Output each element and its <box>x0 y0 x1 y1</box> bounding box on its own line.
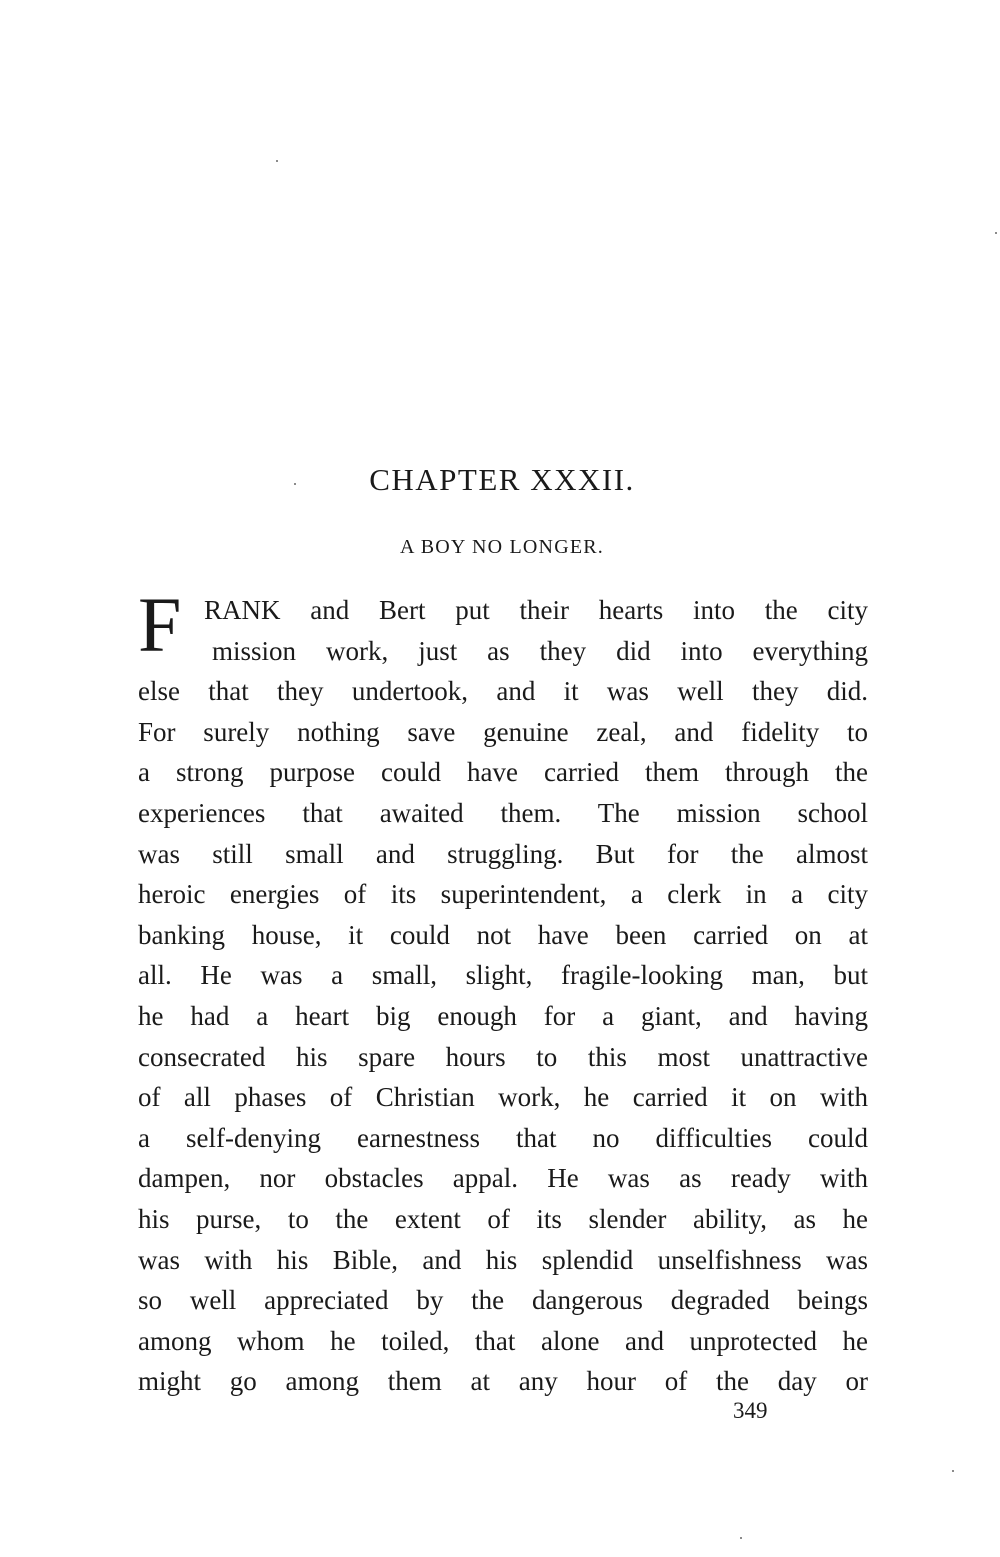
text-line: so well appreciated by the dangerous degraded beings <box>138 1285 868 1316</box>
text-line: among whom he toiled, that alone and unprotected he <box>138 1325 868 1356</box>
chapter-subtitle: A BOY NO LONGER. <box>399 536 604 558</box>
page-number: 349 <box>733 1398 768 1423</box>
drop-cap: F <box>138 581 182 668</box>
text-line: his purse, to the extent of its slender ability, as he <box>138 1203 868 1234</box>
text-line: was still small and struggling. But for the almost <box>138 838 868 869</box>
text-line: a self-denying earnestness that no difficulties could <box>138 1122 868 1153</box>
text-line: else that they undertook, and it was well they did. <box>138 676 868 707</box>
text-line: For surely nothing save genuine zeal, and fidelity to <box>138 716 868 747</box>
scan-speck <box>294 483 296 485</box>
text-line: was with his Bible, and his splendid unselfishness was <box>138 1244 868 1275</box>
text-line: dampen, nor obstacles appal. He was as ready with <box>138 1163 868 1194</box>
text-line: a strong purpose could have carried them through the <box>138 757 868 788</box>
body-text <box>138 581 868 1402</box>
scan-speck <box>995 232 997 234</box>
scan-speck <box>740 1537 742 1539</box>
text-line: experiences that awaited them. The mission school <box>138 797 868 828</box>
text-line: all. He was a small, slight, fragile-looking man, but <box>138 960 868 991</box>
text-line: might go among them at any hour of the day or <box>138 1366 868 1397</box>
text-line: heroic energies of its superintendent, a clerk in a city <box>138 879 868 910</box>
chapter-title: CHAPTER XXXII. <box>369 462 635 497</box>
text-line: he had a heart big enough for a giant, and having <box>138 1000 868 1031</box>
text-line: consecrated his spare hours to this most unattractive <box>138 1041 868 1072</box>
text-line: banking house, it could not have been carried on at <box>138 919 868 950</box>
text-line: of all phases of Christian work, he carried it on with <box>138 1082 868 1113</box>
scan-speck <box>952 1470 954 1472</box>
text-line: mission work, just as they did into everything <box>212 635 868 666</box>
text-line: RANK and Bert put their hearts into the city <box>204 595 868 625</box>
scan-speck <box>276 160 278 162</box>
